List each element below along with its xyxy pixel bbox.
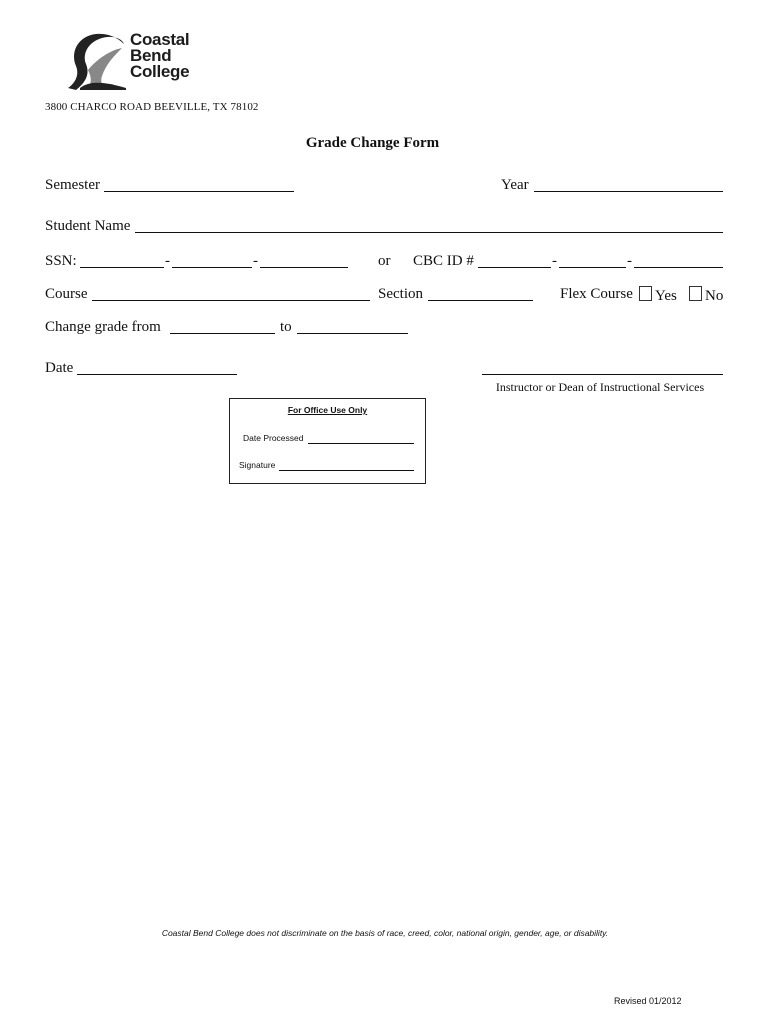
cbc-dash-1: - — [552, 253, 557, 269]
date-processed-field[interactable] — [308, 443, 414, 444]
nondiscrimination-statement: Coastal Bend College does not discriminate on the basis of race, creed, color, national origin, gender, age, or disability. — [161, 928, 609, 938]
cbc-id-part1-field[interactable] — [478, 267, 551, 268]
college-logo — [66, 30, 216, 94]
ssn-part2-field[interactable] — [172, 267, 252, 268]
revision-date: Revised 01/2012 — [614, 996, 682, 1006]
flex-yes-option[interactable] — [639, 286, 677, 305]
change-grade-from-label: Change grade from — [45, 319, 161, 335]
office-signature-label: Signature — [239, 460, 276, 470]
ssn-part3-field[interactable] — [260, 267, 348, 268]
college-address: 3800 CHARCO ROAD BEEVILLE, TX 78102 — [45, 101, 259, 113]
student-name-field[interactable] — [135, 232, 723, 233]
student-name-label: Student Name — [45, 218, 131, 234]
ssn-dash-1: - — [165, 253, 170, 269]
flex-no-option[interactable] — [689, 286, 723, 305]
date-label: Date — [45, 360, 74, 376]
course-label: Course — [45, 286, 88, 302]
year-field[interactable] — [534, 191, 723, 192]
grade-from-field[interactable] — [170, 333, 275, 334]
date-processed-label: Date Processed — [243, 433, 304, 443]
course-field[interactable] — [92, 300, 370, 301]
to-label: to — [280, 319, 292, 335]
signature-caption: Instructor or Dean of Instructional Services — [495, 380, 705, 394]
flex-yes-label: Yes — [655, 288, 677, 304]
section-label: Section — [378, 286, 423, 302]
form-title: Grade Change Form — [305, 135, 440, 151]
cbc-id-part3-field[interactable] — [634, 267, 723, 268]
ssn-dash-2: - — [253, 253, 258, 269]
office-use-title: For Office Use Only — [287, 405, 368, 415]
grade-to-field[interactable] — [297, 333, 408, 334]
cbc-id-label: CBC ID # — [413, 253, 474, 269]
ssn-part1-field[interactable] — [80, 267, 164, 268]
office-use-box — [229, 398, 426, 484]
date-field[interactable] — [77, 374, 237, 375]
section-field[interactable] — [428, 300, 533, 301]
ssn-label: SSN: — [45, 253, 77, 269]
logo-swoosh-icon — [66, 30, 130, 92]
flex-no-label: No — [705, 288, 724, 304]
semester-field[interactable] — [104, 191, 294, 192]
year-label: Year — [501, 177, 529, 193]
flex-no-checkbox[interactable] — [689, 286, 702, 301]
flex-course-label: Flex Course — [560, 286, 633, 302]
flex-yes-checkbox[interactable] — [639, 286, 652, 301]
cbc-id-part2-field[interactable] — [559, 267, 626, 268]
signature-field[interactable] — [482, 374, 723, 375]
logo-wordmark: Coastal Bend College — [130, 30, 190, 81]
cbc-dash-2: - — [627, 253, 632, 269]
semester-label: Semester — [45, 177, 100, 193]
office-signature-field[interactable] — [279, 470, 414, 471]
or-label: or — [378, 253, 391, 269]
